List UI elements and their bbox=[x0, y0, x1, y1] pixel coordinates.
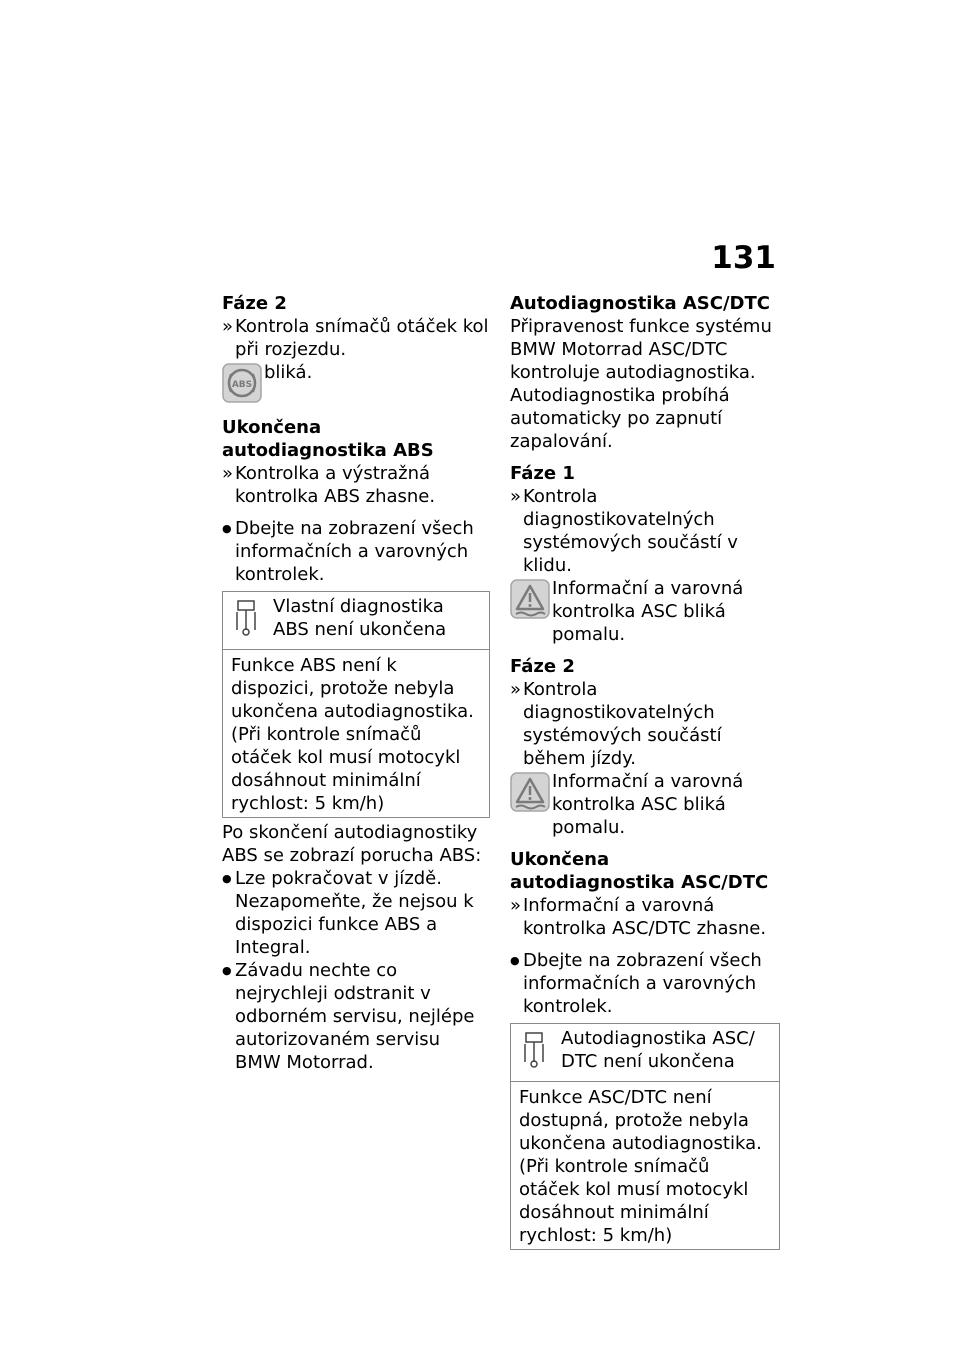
abs-failure-bullet-2: ● Závadu nechte co nejrychleji odstranit v odborném servisu, nejlépe autorizovaném servisu BMW Motorrad. bbox=[222, 959, 490, 1074]
abs-note-box bbox=[222, 591, 490, 818]
abs-note-header bbox=[223, 592, 489, 650]
abs-failure-text: Po skončení autodiagnostiky ABS se zobrazí porucha ABS: bbox=[222, 822, 482, 866]
phase-2-step: » Kontrola snímačů otáček kol při rozjezdu. bbox=[222, 315, 490, 361]
asc-heading: Autodiagnostika ASC/DTC bbox=[510, 293, 770, 314]
abs-warning-icon bbox=[222, 363, 262, 403]
asc-phase-2-indicator-text: Informační a varovná kontrolka ASC bliká pomalu. bbox=[552, 771, 744, 838]
abs-end-heading: Ukončena autodiagnostika ABS bbox=[222, 417, 434, 461]
page-number: 131 bbox=[711, 240, 776, 276]
asc-end-step: » Informační a varovná kontrolka ASC/DTC zhasne. bbox=[510, 894, 780, 940]
asc-phase-2-heading: Fáze 2 bbox=[510, 656, 575, 677]
abs-indicator-text: bliká. bbox=[264, 362, 313, 383]
asc-warning-icon bbox=[510, 579, 550, 619]
abs-end-bullet: ● Dbejte na zobrazení všech informačních a varovných kontrolek. bbox=[222, 517, 490, 586]
diagnostic-icon bbox=[235, 600, 257, 636]
svg-text:ABS: ABS bbox=[231, 380, 253, 390]
abs-end-step: » Kontrolka a výstražná kontrolka ABS zhasne. bbox=[222, 462, 490, 508]
asc-note-title: Autodiagnostika ASC/ DTC není ukončena bbox=[561, 1028, 755, 1072]
asc-phase-1-indicator-text: Informační a varovná kontrolka ASC bliká pomalu. bbox=[552, 578, 744, 645]
asc-phase-1-heading: Fáze 1 bbox=[510, 463, 575, 484]
asc-note-body: Funkce ASC/DTC není dostupná, protože nebyla ukončena autodiagnostika. (Při kontrole snímačů otáček kol musí motocykl dosáhnout minimální rychlost: 5 km/h) bbox=[519, 1087, 762, 1246]
abs-indicator-row bbox=[222, 361, 490, 407]
left-column bbox=[222, 292, 490, 1074]
abs-note-body: Funkce ABS není k dispozici, protože nebyla ukončena autodiagnostika. (Při kontrole snímačů otáček kol musí motocykl dosáhnout minimální rychlost: 5 km/h) bbox=[231, 655, 474, 814]
asc-note-box bbox=[510, 1023, 780, 1250]
right-column bbox=[510, 292, 780, 1250]
asc-phase-2-step: » Kontrola diagnostikovatelných systémových součástí během jízdy. bbox=[510, 678, 780, 770]
asc-note-header bbox=[511, 1024, 779, 1082]
asc-end-bullet: ● Dbejte na zobrazení všech informačních a varovných kontrolek. bbox=[510, 949, 780, 1018]
asc-phase-1-indicator bbox=[510, 577, 780, 646]
abs-note-title: Vlastní diagnostika ABS není ukončena bbox=[273, 596, 447, 640]
diagnostic-icon bbox=[523, 1032, 545, 1068]
asc-phase-1-step: » Kontrola diagnostikovatelných systémových součástí v klidu. bbox=[510, 485, 780, 577]
asc-end-heading: Ukončena autodiagnostika ASC/DTC bbox=[510, 849, 769, 893]
asc-phase-2-indicator bbox=[510, 770, 780, 839]
asc-warning-icon bbox=[510, 772, 550, 812]
asc-intro: Připravenost funkce systému BMW Motorrad ASC/DTC kontroluje autodiagnostika. Autodiagnostika probíhá automaticky po zapnutí zapalování. bbox=[510, 316, 772, 452]
phase-2-heading: Fáze 2 bbox=[222, 293, 287, 314]
abs-failure-bullet-1: ● Lze pokračovat v jízdě. Nezapomeňte, že nejsou k dispozici funkce ABS a Integral. bbox=[222, 867, 490, 959]
